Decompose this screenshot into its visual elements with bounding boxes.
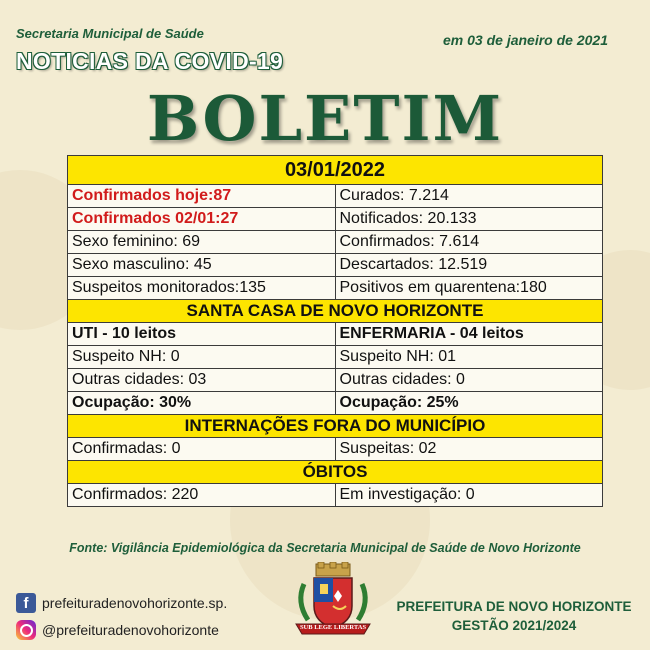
table-row — [68, 208, 603, 231]
female-count: Sexo feminino: 69 — [68, 231, 336, 254]
facebook-handle: prefeituradenovohorizonte.sp. — [42, 595, 228, 611]
external-confirmed: Confirmadas: 0 — [68, 438, 336, 461]
positive-quarantine: Positivos em quarentena:180 — [335, 277, 603, 300]
table-row — [68, 392, 603, 415]
administration-line: GESTÃO 2021/2024 — [451, 618, 577, 633]
table-row — [68, 369, 603, 392]
hospital-section-header — [68, 300, 603, 323]
icu-suspect-nh: Suspeito NH: 0 — [68, 346, 336, 369]
news-title: NOTICIAS DA COVID-19 — [16, 48, 284, 74]
bulletin-date-row — [68, 156, 603, 185]
ward-occupancy: Ocupação: 25% — [335, 392, 603, 415]
facebook-link[interactable] — [16, 593, 227, 613]
monitored-suspects: Suspeitos monitorados:135 — [68, 277, 336, 300]
table-row — [68, 346, 603, 369]
table-row — [68, 254, 603, 277]
table-row — [68, 231, 603, 254]
confirmed-total: Confirmados: 7.614 — [335, 231, 603, 254]
male-count: Sexo masculino: 45 — [68, 254, 336, 277]
discarded: Descartados: 12.519 — [335, 254, 603, 277]
header-date: em 03 de janeiro de 2021 — [443, 32, 608, 48]
table-row — [68, 185, 603, 208]
city-hall-name — [394, 597, 634, 635]
instagram-icon — [16, 620, 36, 640]
hospital-title: SANTA CASA DE NOVO HORIZONTE — [68, 300, 603, 323]
ward-suspect-nh: Suspeito NH: 01 — [335, 346, 603, 369]
city-hall-line: PREFEITURA DE NOVO HORIZONTE — [396, 599, 632, 614]
icu-other-cities: Outras cidades: 03 — [68, 369, 336, 392]
deaths-title: ÓBITOS — [68, 461, 603, 484]
instagram-link[interactable] — [16, 620, 219, 640]
deaths-confirmed: Confirmados: 220 — [68, 484, 336, 507]
icu-occupancy: Ocupação: 30% — [68, 392, 336, 415]
table-row — [68, 323, 603, 346]
bulletin-date: 03/01/2022 — [68, 156, 603, 185]
ward-beds: ENFERMARIA - 04 leitos — [335, 323, 603, 346]
notified: Notificados: 20.133 — [335, 208, 603, 231]
department-name: Secretaria Municipal de Saúde — [16, 26, 204, 41]
source-note: Fonte: Vigilância Epidemiológica da Secretaria Municipal de Saúde de Novo Horizonte — [69, 541, 581, 555]
deaths-section-header — [68, 461, 603, 484]
table-row — [68, 484, 603, 507]
table-row — [68, 438, 603, 461]
external-title: INTERNAÇÕES FORA DO MUNICÍPIO — [68, 415, 603, 438]
facebook-icon: f — [16, 593, 36, 613]
bulletin-title: BOLETIM — [146, 82, 504, 155]
deaths-investigation: Em investigação: 0 — [335, 484, 603, 507]
icu-beds: UTI - 10 leitos — [68, 323, 336, 346]
confirmed-previous-day: Confirmados 02/01:27 — [68, 208, 336, 231]
cured: Curados: 7.214 — [335, 185, 603, 208]
external-section-header — [68, 415, 603, 438]
bulletin-table — [67, 155, 603, 507]
instagram-handle: @prefeituradenovohorizonte — [42, 622, 219, 638]
ward-other-cities: Outras cidades: 0 — [335, 369, 603, 392]
crest-motto: SUB LEGE LIBERTAS — [299, 624, 367, 631]
table-row — [68, 277, 603, 300]
confirmed-today: Confirmados hoje:87 — [68, 185, 336, 208]
external-suspected: Suspeitas: 02 — [335, 438, 603, 461]
